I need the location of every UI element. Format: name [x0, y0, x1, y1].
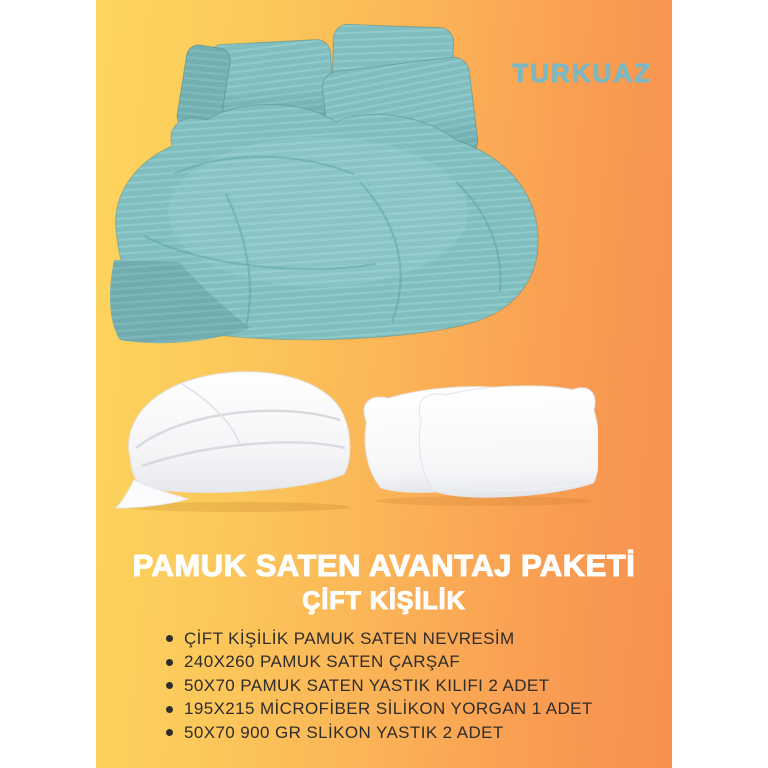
brand-wordmark: TURKUAZ — [512, 58, 652, 88]
list-item-label: 195X215 MİCROFİBER SİLİKON YORGAN 1 ADET — [184, 699, 593, 719]
bullet-icon — [166, 635, 173, 642]
bedding-set-photo — [108, 22, 546, 346]
folded-duvet-photo — [112, 360, 364, 514]
left-white-margin — [0, 0, 96, 768]
product-subtitle: ÇİFT KİŞİLİK — [302, 587, 466, 615]
pillows-photo — [354, 382, 598, 508]
list-item-label: 50X70 PAMUK SATEN YASTIK KILIFI 2 ADET — [184, 675, 550, 695]
bullet-icon — [166, 659, 173, 666]
front-pillow-shape — [417, 383, 598, 500]
list-item-label: 50X70 900 GR SLİKON YASTIK 2 ADET — [184, 722, 504, 742]
bullet-icon — [166, 706, 173, 713]
title-block — [96, 548, 672, 616]
product-title: PAMUK SATEN AVANTAJ PAKETİ — [132, 548, 636, 583]
list-item — [166, 698, 593, 722]
gradient-canvas — [96, 0, 672, 768]
list-item — [166, 651, 593, 675]
list-item — [166, 627, 593, 651]
bullet-icon — [166, 729, 173, 736]
list-item — [166, 674, 593, 698]
duvet-highlight — [168, 137, 468, 287]
list-item — [166, 721, 593, 745]
list-item-label: ÇİFT KİŞİLİK PAMUK SATEN NEVRESİM — [184, 628, 515, 648]
package-contents-list — [166, 627, 593, 745]
bullet-icon — [166, 682, 173, 689]
list-item-label: 240X260 PAMUK SATEN ÇARŞAF — [184, 652, 461, 672]
right-white-margin — [672, 0, 768, 768]
